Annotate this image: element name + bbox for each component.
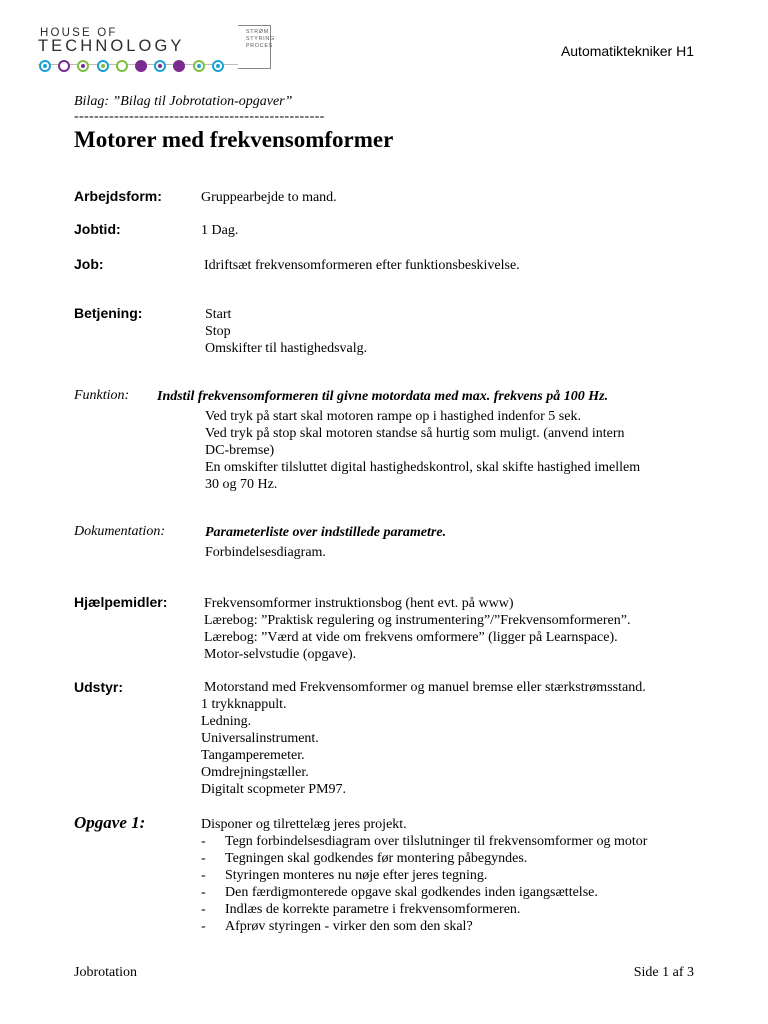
dokumentation-label: Dokumentation: <box>74 524 165 539</box>
bullet-dash: - <box>201 834 206 849</box>
list-item <box>201 867 647 884</box>
bullet-dash: - <box>201 885 206 900</box>
arbejdsform-value: Gruppearbejde to mand. <box>201 190 337 205</box>
footer-left: Jobrotation <box>74 965 137 980</box>
betjening-list <box>205 306 367 357</box>
job-label: Job: <box>74 256 104 272</box>
list-item-text: Tegningen skal godkendes før montering påbegyndes. <box>225 851 528 866</box>
opgave-1-label: Opgave 1: <box>74 813 146 832</box>
logo-dot <box>193 60 205 72</box>
udstyr-item: Universalinstrument. <box>201 731 319 746</box>
udstyr-item: Digitalt scopmeter PM97. <box>201 782 347 797</box>
logo-dot <box>77 60 89 72</box>
logo-dots <box>39 60 229 72</box>
logo-tagline <box>246 29 275 51</box>
betjening-item: Start <box>205 307 232 322</box>
logo-dot <box>173 60 185 72</box>
udstyr-item: Ledning. <box>201 714 252 729</box>
list-item-text: Den færdigmonterede opgave skal godkendes inden igangsættelse. <box>225 885 598 900</box>
bullet-dash: - <box>201 851 206 866</box>
job-value: Idriftsæt frekvensomformeren efter funktionsbeskivelse. <box>204 258 520 273</box>
logo-dot <box>97 60 109 72</box>
betjening-item: Stop <box>205 324 231 339</box>
list-item <box>201 884 647 901</box>
dokumentation-line: Forbindelsesdiagram. <box>205 545 326 560</box>
bullet-dash: - <box>201 919 206 934</box>
udstyr-item: Tangamperemeter. <box>201 748 305 763</box>
hjaelpemidler-list <box>204 595 631 663</box>
logo-dot-center <box>158 64 162 68</box>
funktion-line: Ved tryk på start skal motoren rampe op i hastighed indenfor 5 sek. <box>205 409 581 424</box>
list-item-text: Tegn forbindelsesdiagram over tilslutninger til frekvensomformer og motor <box>225 834 648 849</box>
jobtid-label: Jobtid: <box>74 221 121 237</box>
udstyr-label: Udstyr: <box>74 679 124 695</box>
attachment-label: Bilag: ”Bilag til Jobrotation-opgaver” <box>74 94 293 109</box>
opgave-1-list <box>201 833 647 935</box>
logo-dot <box>116 60 128 72</box>
logo-dot-center <box>197 64 201 68</box>
logo-tagline-2: STYRING <box>246 36 275 43</box>
funktion-line: Ved tryk på stop skal motoren standse så hurtig som muligt. (anvend intern <box>205 426 625 441</box>
logo-line-1: HOUSE OF <box>40 27 118 39</box>
udstyr-list <box>201 696 346 798</box>
logo-tagline-1: STRØM <box>246 29 269 35</box>
logo-dot-center <box>43 64 47 68</box>
logo-dot-center <box>216 64 220 68</box>
logo-dot <box>135 60 147 72</box>
udstyr-first: Motorstand med Frekvensomformer og manuel bremse eller stærkstrømsstand. <box>204 680 646 695</box>
funktion-line: DC-bremse) <box>205 443 275 458</box>
list-item-text: Styringen monteres nu nøje efter jeres tegning. <box>225 868 488 883</box>
course-title: Automatiktekniker H1 <box>560 43 694 59</box>
list-item-text: Indlæs de korrekte parametre i frekvensomformeren. <box>225 902 521 917</box>
hjaelpemidler-item: Motor-selvstudie (opgave). <box>204 647 357 662</box>
bullet-dash: - <box>201 868 206 883</box>
list-item <box>201 850 647 867</box>
hjaelpemidler-label: Hjælpemidler: <box>74 594 168 610</box>
logo-tagline-3: PROCES <box>246 43 273 50</box>
opgave-1-intro: Disponer og tilrettelæg jeres projekt. <box>201 817 407 832</box>
funktion-line: 30 og 70 Hz. <box>205 477 278 492</box>
hjaelpemidler-item: Lærebog: ”Praktisk regulering og instrumentering”/”Frekvensomformeren”. <box>204 613 631 628</box>
logo-dot <box>212 60 224 72</box>
dash-separator: -------------------------------------------------- <box>74 109 325 124</box>
page-number: Side 1 af 3 <box>633 965 694 980</box>
logo-dot <box>58 60 70 72</box>
logo-dot <box>39 60 51 72</box>
list-item <box>201 833 647 850</box>
funktion-description <box>205 408 640 493</box>
dokumentation-heading: Parameterliste over indstillede parametre. <box>205 525 447 540</box>
list-item-text: Afprøv styringen - virker den som den skal? <box>225 919 473 934</box>
list-item <box>201 918 647 935</box>
jobtid-value: 1 Dag. <box>201 223 239 238</box>
logo-line-2: TECHNOLOGY <box>38 37 185 55</box>
hjaelpemidler-item: Frekvensomformer instruktionsbog (hent evt. på www) <box>204 596 514 611</box>
arbejdsform-label: Arbejdsform: <box>74 188 162 204</box>
logo-dot-center <box>81 64 85 68</box>
betjening-item: Omskifter til hastighedsvalg. <box>205 341 368 356</box>
bullet-dash: - <box>201 902 206 917</box>
funktion-label: Funktion: <box>74 388 130 403</box>
udstyr-item: Omdrejningstæller. <box>201 765 309 780</box>
list-item <box>201 901 647 918</box>
logo-dot <box>154 60 166 72</box>
udstyr-item: 1 trykknappult. <box>201 697 287 712</box>
hjaelpemidler-item: Lærebog: ”Værd at vide om frekvens omformere” (ligger på Learnspace). <box>204 630 618 645</box>
logo-dot-center <box>101 64 105 68</box>
page-title: Motorer med frekvensomformer <box>74 127 394 152</box>
funktion-line: En omskifter tilsluttet digital hastighedskontrol, skal skifte hastighed imellem <box>205 460 641 475</box>
betjening-label: Betjening: <box>74 305 143 321</box>
funktion-heading: Indstil frekvensomformeren til givne motordata med max. frekvens på 100 Hz. <box>157 389 609 404</box>
